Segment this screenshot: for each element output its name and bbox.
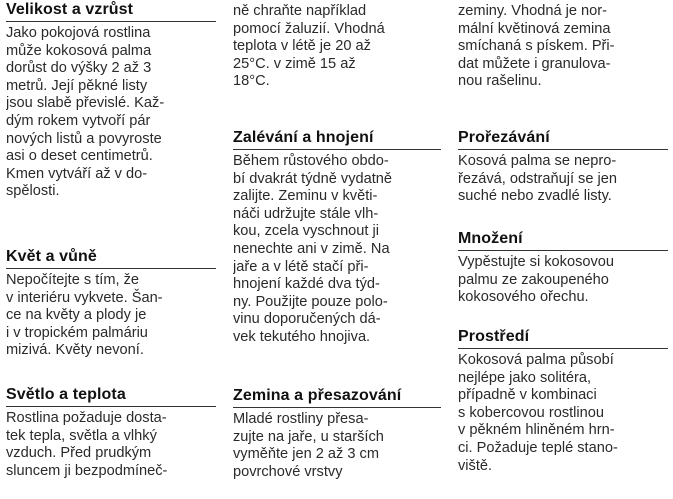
section-body [233,411,441,481]
section-heading: Květ a vůně [6,247,216,269]
text-line: v interiéru vykvete. Šan- [6,289,163,306]
section-body [233,3,441,91]
text-line: Vypěstujte si kokosovou [458,254,615,270]
text-line: nejlépe jako solitéra, [458,369,592,386]
section-zemina-continued [458,3,668,91]
text-line: zujte na jaře, u starších [233,428,384,445]
text-line: náči udržujte stále vlh- [233,205,379,222]
text-line: smíchaná s pískem. Při- [458,38,615,55]
text-line: Kokosová palma působí [458,352,614,368]
text-line: nových listů a povyroste [6,130,162,147]
text-line: 25°C. v zimě 15 až [233,55,356,72]
section-body [458,352,668,475]
text-line: hnojení každé dva týd- [233,276,380,293]
text-line: dorůst do výšky 2 až 3 [6,60,152,77]
text-line: ci. Požaduje teplé stano- [458,439,618,456]
section-velikost-a-vzrust [6,0,216,201]
section-zalevani-a-hnojeni [233,128,441,347]
text-line: vyměňte jen 2 až 3 cm [233,446,380,463]
section-heading: Množení [458,229,668,251]
text-line: dat můžete i granulova- [458,55,611,72]
text-line: Kosová palma se nepro- [458,153,617,169]
text-line: řezává, odstraňují se jen [458,170,617,187]
text-line: Kmen vytváří až v do- [6,165,148,182]
text-line: spělosti. [6,183,60,200]
section-kvet-a-vune [6,247,216,360]
text-line: palmu ze zakoupeného [458,271,609,288]
text-line: kou, zcela vyschnout ji [233,223,380,240]
text-line: Rostlina požaduje dosta- [6,410,167,426]
text-line: jaře a v létě stačí při- [233,258,369,275]
text-line: případně v kombinaci [458,387,597,404]
column-3 [458,0,668,499]
section-mnozeni [458,229,668,307]
section-body [6,272,216,360]
text-line: nou rašelinu. [458,73,542,90]
text-line: s kobercovou rostlinou [458,404,605,421]
text-line: mální květinová zemina [458,20,611,37]
text-line: jsou slabě převislé. Kaž- [6,95,165,112]
section-body [233,153,441,347]
section-heading: Zalévání a hnojení [233,128,441,150]
text-line: asi o deset centimetrů. [6,148,153,165]
text-line: vzduch. Před prudkým [6,445,152,462]
section-heading: Zemina a přesazování [233,386,441,408]
text-line: Mladé rostliny přesa- [233,411,369,427]
text-line: suché nebo zvadlé listy. [458,188,612,205]
text-line: kokosového ořechu. [458,289,589,306]
text-line: metrů. Její pěkné listy [6,77,148,94]
column-2 [233,0,441,499]
section-body [6,25,216,201]
text-line: zeminy. Vhodná je nor- [458,3,607,19]
section-svetlo-a-teplota [6,385,216,480]
section-heading: Světlo a teplota [6,385,216,407]
text-line: teplota v létě je 20 až [233,38,371,55]
text-line: zalijte. Zeminu v květi- [233,188,378,205]
text-line: nenechte ani v zimě. Na [233,240,390,257]
section-heading: Prostředí [458,327,668,349]
text-line: viště. [458,457,493,474]
text-line: ny. Použijte pouze polo- [233,293,388,310]
text-line: sluncem ji bezpodmíneč- [6,462,168,479]
text-line: bí dvakrát týdně vydatně [233,170,393,187]
section-zemina-a-presazovani [233,386,441,481]
text-line: pomocí žaluzií. Vhodná [233,20,385,37]
section-prorezavani [458,128,668,206]
text-line: vinu doporučených dá- [233,311,381,328]
section-heading: Velikost a vzrůst [6,0,216,22]
section-svetlo-a-teplota-continued [233,3,441,91]
text-line: povrchové vrstvy [233,463,343,480]
text-line: vek tekutého hnojiva. [233,328,371,345]
section-body [458,3,668,91]
text-line: ně chraňte například [233,3,367,19]
section-heading: Prořezávání [458,128,668,150]
text-line: 18°C. [233,73,270,90]
text-line: tek tepla, světla a vlhký [6,427,157,444]
text-line: i v tropickém palmáriu [6,324,148,341]
text-line: v pěkném hliněném hrn- [458,422,615,439]
text-line: Jako pokojová rostlina [6,25,151,41]
text-line: Nepočítejte s tím, že [6,272,140,288]
section-body [6,410,216,480]
text-line: mizivá. Květy nevoní. [6,342,144,359]
section-body [458,254,668,307]
text-line: ce na květy a plody je [6,307,147,324]
section-prostredi [458,327,668,475]
text-line: Během růstového obdo- [233,153,389,169]
column-1 [6,0,216,499]
section-body [458,153,668,206]
text-line: dým rokem vytvoří pár [6,112,151,129]
text-line: může kokosová palma [6,42,152,59]
